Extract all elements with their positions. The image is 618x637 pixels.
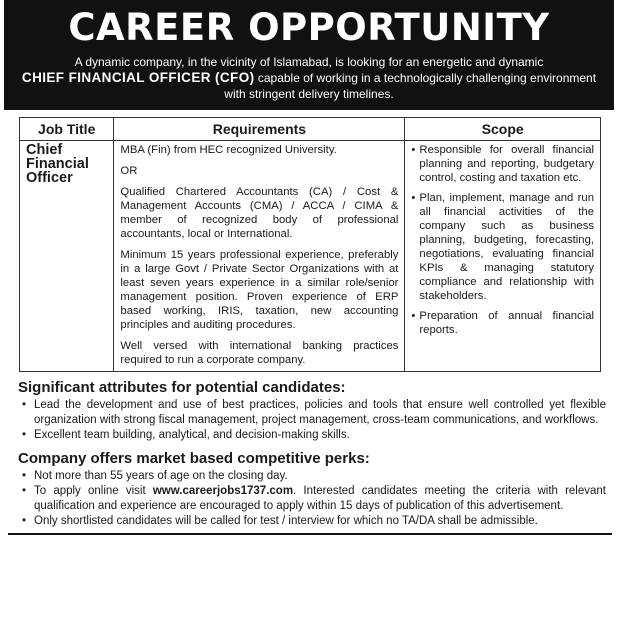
scope-item	[411, 191, 594, 303]
scope-item	[411, 143, 594, 185]
list-item	[22, 398, 606, 428]
list-item-text: Excellent team building, analytical, and decision-making skills.	[34, 429, 350, 441]
scope-cell	[405, 141, 601, 372]
scope-item-text: Plan, implement, manage and run all financial activities of the company such as business planning, budgeting, forecasting, negotiations, evaluating financial KPIs & managing statutory compliance and relationship with stakeholders.	[419, 192, 594, 302]
perks-heading: Company offers market based competitive perks:	[18, 450, 370, 467]
scope-item-text: Preparation of annual financial reports.	[419, 310, 594, 336]
apply-suffix: . Interested candidates meeting the criteria with relevant qualification and experience are encouraged to apply within 15 days of publication of this advertisement.	[34, 485, 606, 512]
attributes-list	[4, 398, 614, 443]
bullet-icon: •	[22, 399, 27, 411]
table-header-row	[20, 118, 601, 141]
bullet-icon: •	[411, 192, 416, 204]
apply-url: www.careerjobs1737.com	[152, 485, 294, 497]
col-header-scope: Scope	[405, 118, 601, 141]
bullet-icon: •	[22, 515, 27, 527]
list-item-text: Only shortlisted candidates will be called for test / interview for which no TA/DA shall be admissible.	[34, 515, 538, 527]
ad-title: CAREER OPPORTUNITY	[68, 6, 550, 49]
bottom-border	[8, 533, 612, 535]
apply-prefix: To apply online visit	[34, 485, 153, 497]
intro-line-2: capable of working in a technologically challenging environment with stringent delivery timelines.	[224, 71, 597, 101]
requirement-item: Qualified Chartered Accountants (CA) / Cost & Management Accounts (CMA) / ACCA / CIMA & member of recognized body of professional accountants, local or International.	[120, 186, 399, 240]
job-advertisement	[4, 0, 614, 535]
requirement-item: MBA (Fin) from HEC recognized University.	[120, 144, 337, 156]
list-item	[22, 428, 606, 443]
list-item-text: Not more than 55 years of age on the closing day.	[34, 470, 288, 482]
requirements-cell	[114, 141, 405, 372]
col-header-job-title: Job Title	[20, 118, 114, 141]
list-item	[22, 484, 606, 514]
bullet-icon: •	[22, 429, 27, 441]
intro-line-1: A dynamic company, in the vicinity of Islamabad, is looking for an energetic and dynamic	[74, 55, 544, 69]
requirement-item: Minimum 15 years professional experience, preferably in a large Govt / Private Sector Organizations with at least seven years experience in a similar role/senior management position. Proven experience of ERP based working, IRIS, taxation, new accounting principles and auditing procedures.	[120, 249, 399, 331]
bullet-icon: •	[411, 144, 416, 156]
perks-list	[4, 469, 614, 529]
requirement-item: Well versed with international banking practices required to run a corporate company.	[120, 340, 399, 366]
position-title: CHIEF FINANCIAL OFFICER (CFO)	[21, 70, 255, 85]
list-item-text: Lead the development and use of best practices, policies and tools that ensure well controlled yet flexible organization with strong fiscal management, project management, cross-team communications, and workflows.	[34, 399, 606, 426]
list-item	[22, 514, 606, 529]
list-item	[22, 469, 606, 484]
intro-text	[10, 54, 608, 102]
attributes-heading: Significant attributes for potential candidates:	[18, 379, 346, 396]
table-row	[20, 141, 601, 372]
requirement-item: OR	[120, 165, 138, 177]
col-header-requirements: Requirements	[114, 118, 405, 141]
scope-item-text: Responsible for overall financial planning and reporting, budgetary control, costing and taxation etc.	[419, 144, 594, 184]
ad-header	[4, 0, 614, 110]
bullet-icon: •	[22, 485, 27, 497]
bullet-icon: •	[411, 310, 416, 322]
job-title-cell: Chief Financial Officer	[20, 141, 114, 372]
list-item-text	[34, 484, 606, 514]
scope-item	[411, 309, 594, 337]
job-table	[19, 117, 601, 372]
bullet-icon: •	[22, 470, 27, 482]
